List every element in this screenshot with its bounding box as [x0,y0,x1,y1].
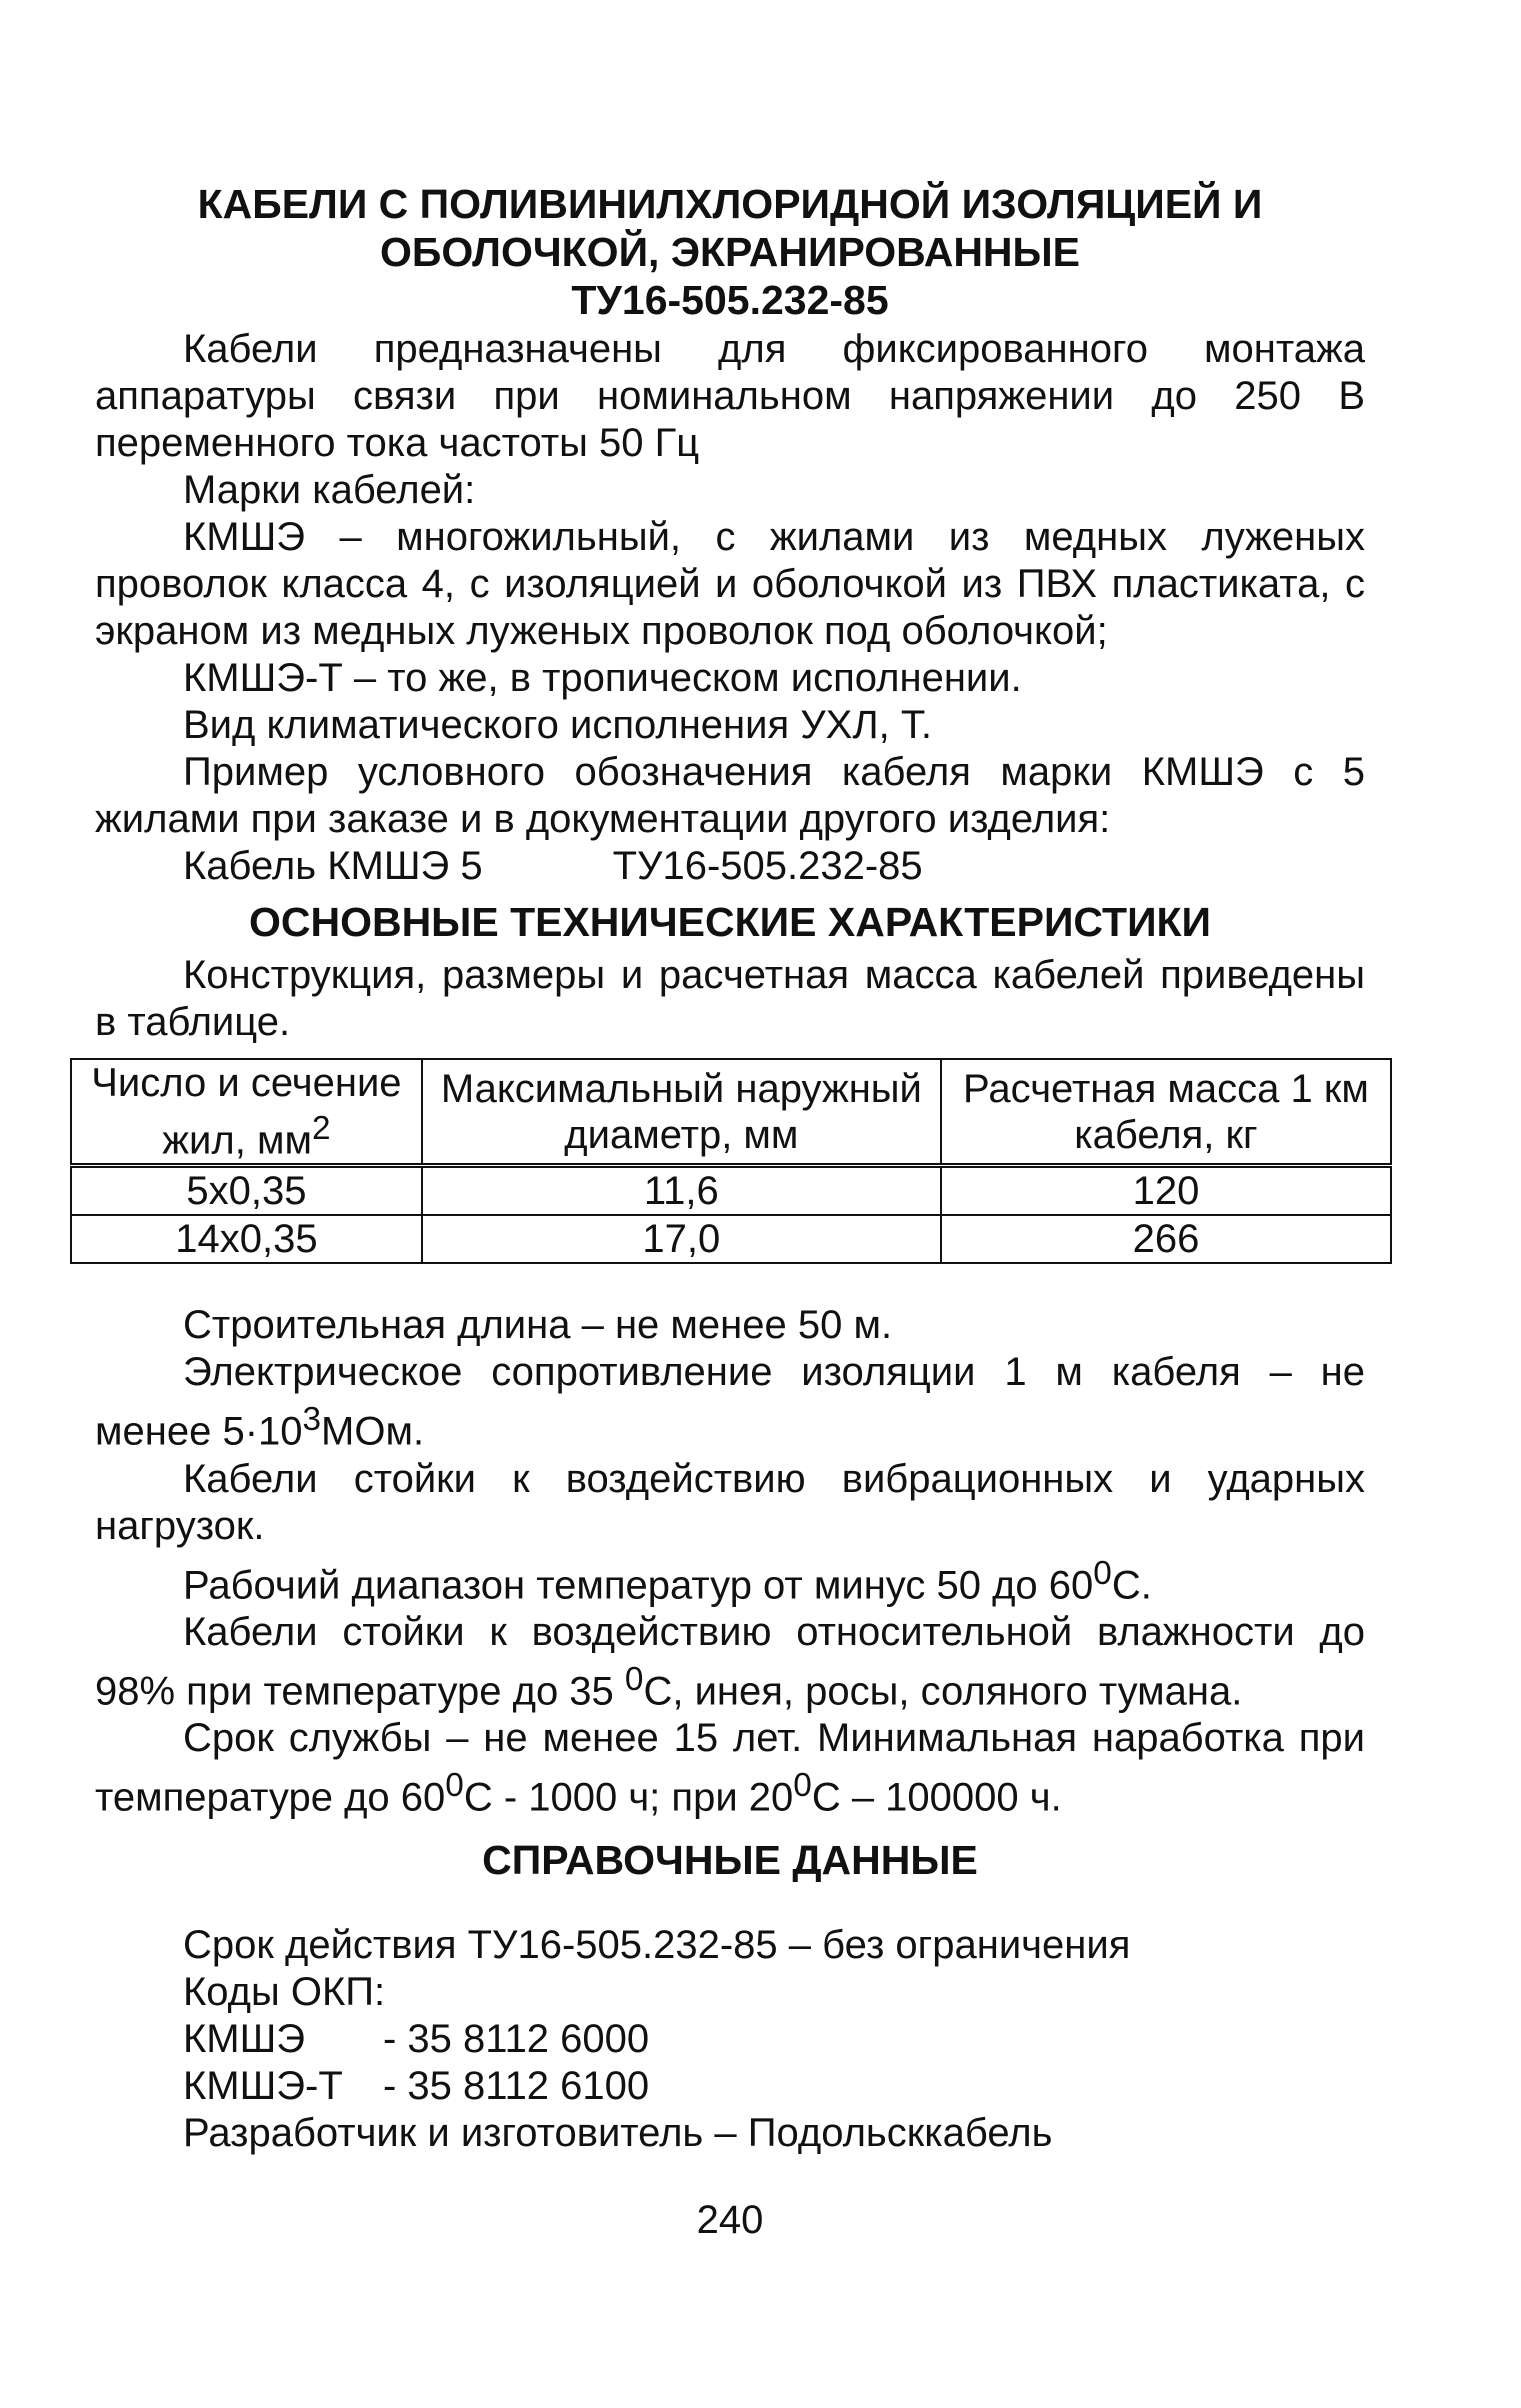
service-sup2: 0 [793,1767,812,1805]
cable-spec-table [70,1058,1392,1264]
okp-brand: КМШЭ-Т [183,2063,343,2108]
example-code [95,843,1365,890]
okp-code: - 35 8112 6100 [383,2063,650,2108]
service-tail: С – 100000 ч. [811,1775,1062,1820]
service-text: Срок службы – не менее 15 лет. Минимальная наработка при температуре до 60 [95,1716,1365,1820]
resistance-sup: 3 [302,1401,322,1439]
brand-kmshe-t-description: КМШЭ-Т – то же, в тропическом исполнении. [183,656,1022,700]
table-cell-diameter: 11,6 [422,1166,941,1216]
manufacturer-paragraph: Разработчик и изготовитель – Подольсккабель [183,2110,1053,2155]
doc-title-line3: ТУ16-505.232-85 [571,277,889,323]
document-page [91,180,1369,2284]
table-header-diameter: Максимальный наружный диаметр, мм [422,1059,941,1166]
section-reference-data: СПРАВОЧНЫЕ ДАННЫЕ [482,1836,978,1883]
table-header-mass: Расчетная масса 1 км кабеля, кг [941,1059,1391,1166]
length-paragraph: Строительная длина – не менее 50 м. [183,1303,893,1348]
validity-paragraph: Срок действия ТУ16-505.232-85 – без ограничения [183,1922,1131,1967]
table-header-section [71,1059,422,1166]
humidity-sup: 0 [624,1660,644,1698]
okp-codes-list [95,2016,1365,2110]
example-paragraph: Пример условного обозначения кабеля марки КМШЭ с 5 жилами при заказе и в документации другого изделия: [95,750,1365,841]
table-cell-section: 14х0,35 [71,1215,422,1263]
humidity-paragraph [95,1609,1365,1715]
table-row [71,1166,1391,1216]
intro-paragraph: Кабели предназначены для фиксированного монтажа аппаратуры связи при номинальном напряжении до 250 В переменного тока частоты 50 Гц [95,327,1365,465]
example-code-cable: Кабель КМШЭ 5 [183,844,483,888]
table-header-section-sup: 2 [311,1110,331,1147]
table-header-section-text: Число и сечение жил, мм [91,1061,402,1163]
brand-kmshe-description: КМШЭ – многожильный, с жилами из медных луженых проволок класса 4, с изоляцией и оболочкой из ПВХ пластиката, с экраном из медных луженых проволок под оболочкой; [95,515,1365,653]
table-intro: Конструкция, размеры и расчетная масса кабелей приведены в таблице. [95,953,1365,1044]
humidity-tail: С, инея, росы, соляного тумана. [643,1669,1243,1714]
climate-paragraph: Вид климатического исполнения УХЛ, Т. [183,703,932,747]
service-life-paragraph [95,1715,1365,1821]
doc-title-line2: ОБОЛОЧКОЙ, ЭКРАНИРОВАННЫЕ [379,229,1081,275]
example-code-spec: ТУ16-505.232-85 [612,844,923,888]
page-number: 240 [696,2197,764,2242]
service-text2: С - 1000 ч; при 20 [463,1775,794,1820]
okp-brand: КМШЭ [183,2016,306,2061]
humidity-text: Кабели стойки к воздействию относительной влажности до 98% при температуре до 35 [95,1609,1365,1714]
vibration-paragraph: Кабели стойки к воздействию вибрационных и ударных нагрузок. [95,1456,1365,1548]
okp-code: - 35 8112 6000 [383,2016,650,2061]
okp-heading: Коды ОКП: [183,1969,386,2014]
resistance-paragraph [95,1349,1365,1455]
service-sup1: 0 [445,1767,464,1805]
table-header-row [71,1059,1391,1166]
table-row [71,1215,1391,1263]
doc-title-line1: КАБЕЛИ С ПОЛИВИНИЛХЛОРИДНОЙ ИЗОЛЯЦИЕЙ И [197,181,1263,227]
table-cell-mass: 266 [941,1215,1391,1263]
temperature-paragraph [95,1550,1365,1609]
temperature-text: Рабочий диапазон температур от минус 50 до 60 [183,1562,1094,1607]
temperature-unit: С. [1111,1562,1152,1607]
resistance-text: Электрическое сопротивление изоляции 1 м кабеля – не менее 5·10 [95,1350,1365,1454]
brands-heading: Марки кабелей: [183,468,476,512]
table-cell-section: 5х0,35 [71,1166,422,1216]
table-cell-diameter: 17,0 [422,1215,941,1263]
section-main-characteristics: ОСНОВНЫЕ ТЕХНИЧЕСКИЕ ХАРАКТЕРИСТИКИ [248,899,1212,945]
resistance-unit: МОм. [321,1409,425,1454]
temperature-sup: 0 [1093,1554,1112,1592]
table-cell-mass: 120 [941,1166,1391,1216]
